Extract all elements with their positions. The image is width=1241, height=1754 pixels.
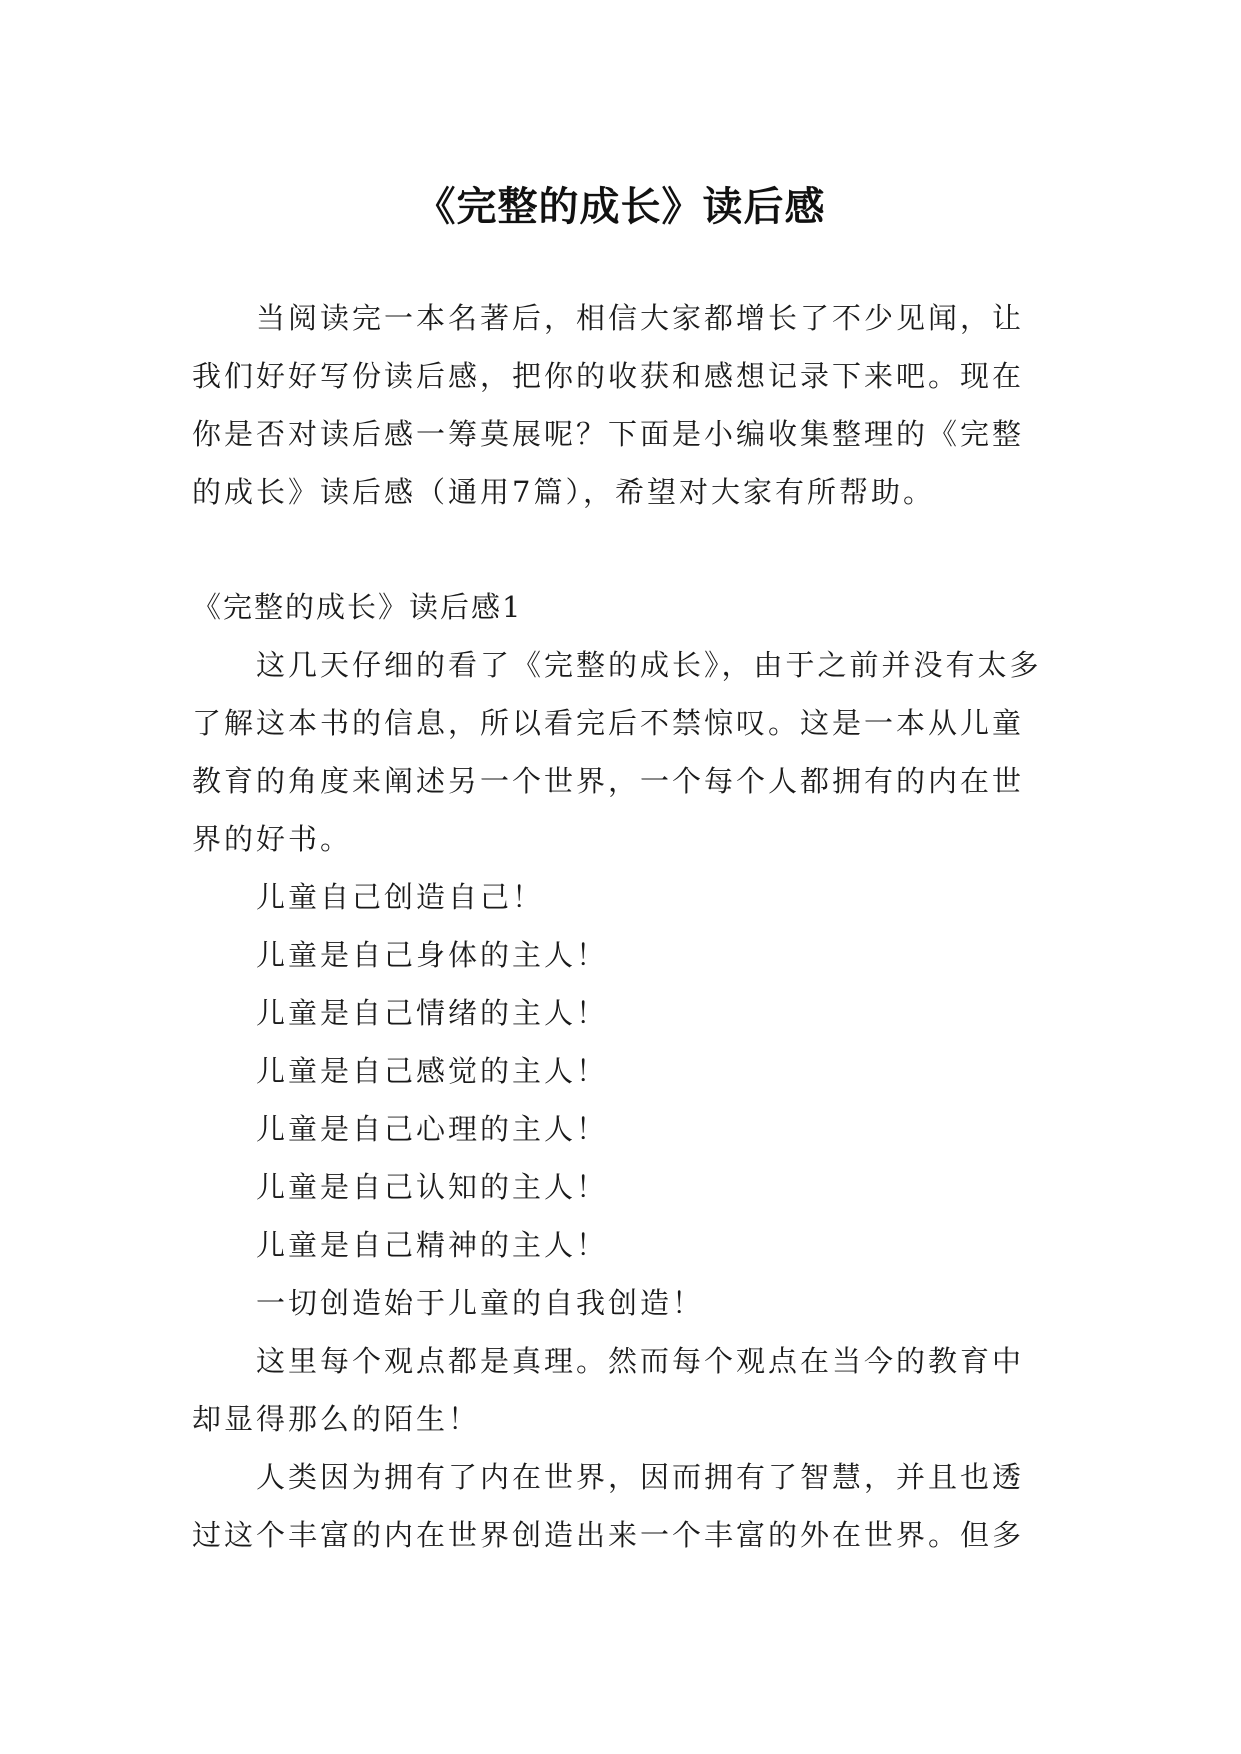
intro-section — [192, 289, 1052, 521]
essay-paragraph: 人类因为拥有了内在世界，因而拥有了智慧，并且也透过这个丰富的内在世界创造出来一个丰富的外在世界。但多 — [192, 1460, 1025, 1552]
essay-paragraph: 一切创造始于儿童的自我创造！ — [256, 1286, 705, 1320]
essay-paragraph: 儿童是自己身体的主人！ — [256, 938, 609, 972]
essay-paragraph: 儿童是自己感觉的主人！ — [256, 1054, 609, 1088]
essay-paragraph: 这里每个观点都是真理。然而每个观点在当今的教育中却显得那么的陌生！ — [192, 1344, 1025, 1436]
section-heading: 《完整的成长》读后感1 — [192, 590, 523, 624]
essay-paragraph: 儿童是自己精神的主人！ — [256, 1228, 609, 1262]
essay-paragraph: 儿童是自己心理的主人！ — [256, 1112, 609, 1146]
essay-paragraph: 儿童是自己情绪的主人！ — [256, 996, 609, 1030]
essay-paragraph: 儿童是自己认知的主人！ — [256, 1170, 609, 1204]
essay-section — [192, 636, 1052, 1564]
document-title: 《完整的成长》读后感 — [415, 183, 826, 230]
intro-paragraph: 当阅读完一本名著后，相信大家都增长了不少见闻，让我们好好写份读后感，把你的收获和感想记录下来吧。现在你是否对读后感一筹莫展呢？下面是小编收集整理的《完整的成长》读后感（通用7篇），希望对大家有所帮助。 — [192, 301, 1025, 509]
essay-paragraph: 儿童自己创造自己！ — [256, 880, 545, 914]
essay-paragraph: 这几天仔细的看了《完整的成长》，由于之前并没有太多了解这本书的信息，所以看完后不禁惊叹。这是一本从儿童教育的角度来阐述另一个世界，一个每个人都拥有的内在世界的好书。 — [192, 648, 1042, 856]
